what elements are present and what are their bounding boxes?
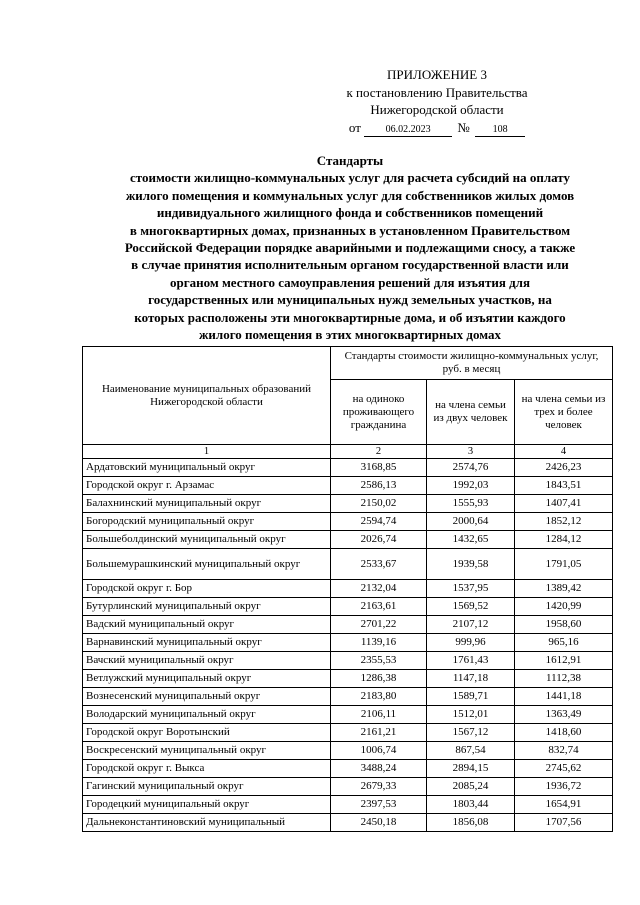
table-row — [83, 477, 613, 495]
municipality-name: Городской округ г. Выкса — [83, 760, 331, 778]
municipality-name: Дальнеконстантиновский муниципальный — [83, 814, 331, 832]
header-municipality: Наименование муниципальных образований Нижегородской области — [83, 347, 331, 445]
value-family-of-two: 1432,65 — [427, 531, 515, 549]
municipality-name: Вачский муниципальный округ — [83, 652, 331, 670]
value-family-of-two: 2000,64 — [427, 513, 515, 531]
value-single-citizen: 2450,18 — [331, 814, 427, 832]
appendix-line-2: к постановлению Правительства — [346, 84, 528, 100]
value-family-of-three: 2745,62 — [515, 760, 613, 778]
value-family-of-three: 2426,23 — [515, 459, 613, 477]
table-row — [83, 459, 613, 477]
value-single-citizen: 3168,85 — [331, 459, 427, 477]
value-single-citizen: 2183,80 — [331, 688, 427, 706]
value-family-of-two: 1512,01 — [427, 706, 515, 724]
value-family-of-three: 1418,60 — [515, 724, 613, 742]
value-single-citizen: 2161,21 — [331, 724, 427, 742]
value-family-of-two: 1537,95 — [427, 580, 515, 598]
value-single-citizen: 2106,11 — [331, 706, 427, 724]
title-line: жилого помещения и коммунальных услуг для собственников жилых домов — [125, 187, 575, 203]
value-single-citizen: 1139,16 — [331, 634, 427, 652]
municipality-name: Вадский муниципальный округ — [83, 616, 331, 634]
value-family-of-two: 2107,12 — [427, 616, 515, 634]
title-line: стоимости жилищно-коммунальных услуг для расчета субсидий на оплату — [130, 170, 570, 186]
table-row — [83, 513, 613, 531]
number-label: № — [457, 119, 470, 135]
from-label: от — [348, 119, 361, 135]
value-family-of-three: 965,16 — [515, 634, 613, 652]
table-row — [83, 796, 613, 814]
decree-date-line — [322, 119, 552, 137]
value-single-citizen: 2132,04 — [331, 580, 427, 598]
municipality-name: Городской округ г. Бор — [83, 580, 331, 598]
value-family-of-two: 1761,43 — [427, 652, 515, 670]
municipality-name: Гагинский муниципальный округ — [83, 778, 331, 796]
municipality-name: Володарский муниципальный округ — [83, 706, 331, 724]
table-row — [83, 670, 613, 688]
value-family-of-two: 1856,08 — [427, 814, 515, 832]
municipality-name: Городской округ Воротынский — [83, 724, 331, 742]
table-row — [83, 634, 613, 652]
column-number: 4 — [515, 445, 613, 459]
municipality-name: Воскресенский муниципальный округ — [83, 742, 331, 760]
value-family-of-three: 1707,56 — [515, 814, 613, 832]
municipality-name: Ветлужский муниципальный округ — [83, 670, 331, 688]
municipality-name: Городской округ г. Арзамас — [83, 477, 331, 495]
value-family-of-two: 1569,52 — [427, 598, 515, 616]
value-family-of-three: 1363,49 — [515, 706, 613, 724]
table-body — [83, 459, 613, 832]
appendix-line-3: Нижегородской области — [370, 102, 504, 117]
value-family-of-two: 1589,71 — [427, 688, 515, 706]
municipality-name: Вознесенский муниципальный округ — [83, 688, 331, 706]
document-title — [60, 152, 640, 343]
value-family-of-three: 1407,41 — [515, 495, 613, 513]
table-row — [83, 652, 613, 670]
municipality-name: Большемурашкинский муниципальный округ — [83, 549, 331, 580]
value-family-of-two: 1567,12 — [427, 724, 515, 742]
header-standards-group: Стандарты стоимости жилищно-коммунальных услуг, руб. в месяц — [331, 347, 613, 380]
table-row — [83, 724, 613, 742]
table-row — [83, 598, 613, 616]
title-line: которых расположены эти многоквартирные дома, и об изъятии каждого — [134, 309, 566, 325]
municipality-name: Бутурлинский муниципальный округ — [83, 598, 331, 616]
value-family-of-two: 1803,44 — [427, 796, 515, 814]
value-family-of-three: 1958,60 — [515, 616, 613, 634]
municipality-name: Ардатовский муниципальный округ — [83, 459, 331, 477]
value-single-citizen: 2594,74 — [331, 513, 427, 531]
value-family-of-three: 1654,91 — [515, 796, 613, 814]
value-family-of-two: 2574,76 — [427, 459, 515, 477]
value-family-of-two: 1992,03 — [427, 477, 515, 495]
title-line: в многоквартирных домах, признанных в установленном Правительством — [129, 222, 571, 238]
value-family-of-three: 1843,51 — [515, 477, 613, 495]
table-row — [83, 580, 613, 598]
header-family-of-three: на члена семьи из трех и более человек — [515, 380, 613, 445]
value-single-citizen: 1286,38 — [331, 670, 427, 688]
title-line: Российской Федерации порядке аварийными и подлежащими сносу, а также — [124, 240, 576, 256]
standards-table — [82, 346, 613, 832]
municipality-name: Большеболдинский муниципальный округ — [83, 531, 331, 549]
column-number: 1 — [83, 445, 331, 459]
decree-number: 108 — [475, 124, 525, 137]
value-family-of-two: 2085,24 — [427, 778, 515, 796]
value-family-of-three: 832,74 — [515, 742, 613, 760]
table-row — [83, 778, 613, 796]
title-heading: Стандарты — [316, 153, 384, 168]
value-family-of-two: 2894,15 — [427, 760, 515, 778]
value-single-citizen: 3488,24 — [331, 760, 427, 778]
value-single-citizen: 1006,74 — [331, 742, 427, 760]
table-row — [83, 760, 613, 778]
table-row — [83, 706, 613, 724]
appendix-header — [322, 66, 552, 137]
table-row — [83, 616, 613, 634]
value-family-of-two: 1939,58 — [427, 549, 515, 580]
value-single-citizen: 2679,33 — [331, 778, 427, 796]
value-single-citizen: 2355,53 — [331, 652, 427, 670]
value-family-of-three: 1389,42 — [515, 580, 613, 598]
value-family-of-three: 1612,91 — [515, 652, 613, 670]
value-family-of-three: 1936,72 — [515, 778, 613, 796]
municipality-name: Балахнинский муниципальный округ — [83, 495, 331, 513]
title-line: органом местного самоуправления решений для изъятия для — [169, 274, 531, 290]
value-single-citizen: 2701,22 — [331, 616, 427, 634]
column-number: 3 — [427, 445, 515, 459]
value-family-of-two: 1147,18 — [427, 670, 515, 688]
title-line: в случае принятия исполнительным органом государственной власти или — [131, 257, 569, 273]
value-single-citizen: 2533,67 — [331, 549, 427, 580]
title-line: индивидуального жилищного фонда и собственников помещений — [156, 205, 544, 221]
value-family-of-three: 1791,05 — [515, 549, 613, 580]
value-family-of-two: 867,54 — [427, 742, 515, 760]
value-family-of-two: 1555,93 — [427, 495, 515, 513]
value-family-of-two: 999,96 — [427, 634, 515, 652]
appendix-title: ПРИЛОЖЕНИЕ 3 — [387, 67, 487, 82]
value-single-citizen: 2163,61 — [331, 598, 427, 616]
value-single-citizen: 2150,02 — [331, 495, 427, 513]
value-family-of-three: 1420,99 — [515, 598, 613, 616]
table-row — [83, 549, 613, 580]
table-row — [83, 531, 613, 549]
table-row — [83, 495, 613, 513]
municipality-name: Варнавинский муниципальный округ — [83, 634, 331, 652]
value-single-citizen: 2397,53 — [331, 796, 427, 814]
table-row — [83, 814, 613, 832]
value-family-of-three: 1852,12 — [515, 513, 613, 531]
municipality-name: Богородский муниципальный округ — [83, 513, 331, 531]
value-single-citizen: 2026,74 — [331, 531, 427, 549]
value-family-of-three: 1441,18 — [515, 688, 613, 706]
table-row — [83, 742, 613, 760]
value-family-of-three: 1284,12 — [515, 531, 613, 549]
table-row — [83, 688, 613, 706]
title-line: государственных или муниципальных нужд земельных участков, на — [148, 292, 552, 308]
value-single-citizen: 2586,13 — [331, 477, 427, 495]
title-line: жилого помещения в этих многоквартирных домах — [198, 327, 501, 343]
column-number: 2 — [331, 445, 427, 459]
header-single-citizen: на одиноко проживающего гражданина — [331, 380, 427, 445]
municipality-name: Городецкий муниципальный округ — [83, 796, 331, 814]
decree-date: 06.02.2023 — [364, 124, 452, 137]
header-family-of-two: на члена семьи из двух человек — [427, 380, 515, 445]
value-family-of-three: 1112,38 — [515, 670, 613, 688]
